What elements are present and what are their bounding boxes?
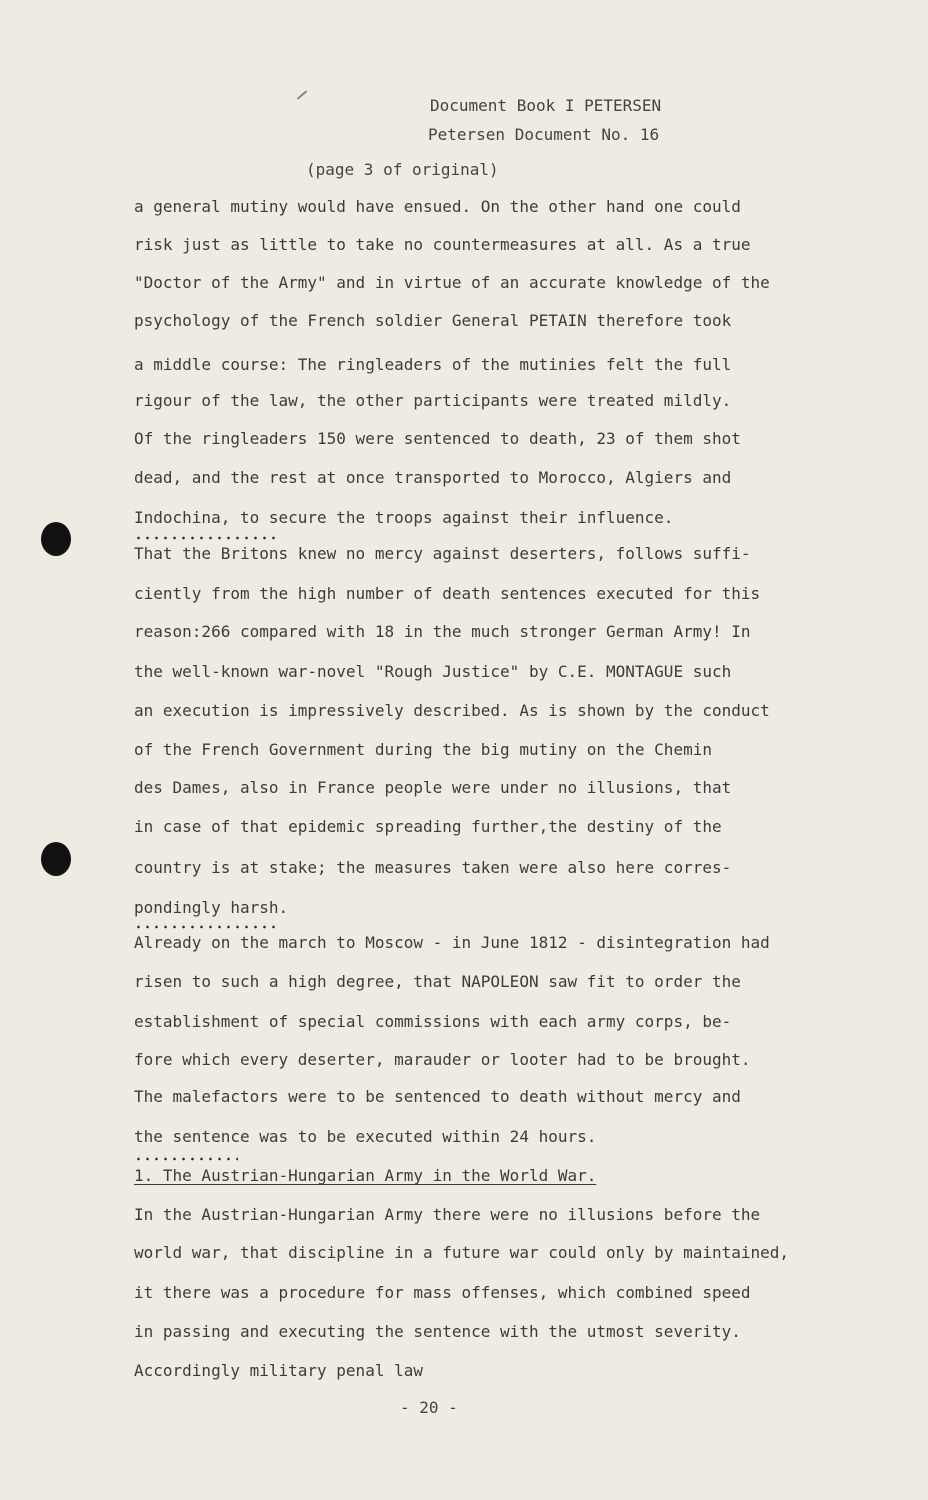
text-line: That the Britons knew no mercy against deserters, follows suffi- [134, 544, 751, 563]
text-line: risen to such a high degree, that NAPOLEON saw fit to order the [134, 972, 741, 991]
original-page-note: (page 3 of original) [306, 160, 499, 179]
text-line: of the French Government during the big mutiny on the Chemin [134, 740, 712, 759]
text-line: des Dames, also in France people were under no illusions, that [134, 778, 732, 797]
section-separator [134, 925, 280, 929]
text-line: a middle course: The ringleaders of the mutinies felt the full [134, 355, 732, 374]
text-line: a general mutiny would have ensued. On the other hand one could [134, 197, 741, 216]
text-line: reason:266 compared with 18 in the much stronger German Army! In [134, 622, 751, 641]
document-book-label: Document Book I PETERSEN [430, 96, 662, 115]
text-line: Of the ringleaders 150 were sentenced to death, 23 of them shot [134, 429, 741, 448]
text-line: "Doctor of the Army" and in virtue of an accurate knowledge of the [134, 273, 770, 292]
text-line: establishment of special commissions with each army corps, be- [134, 1012, 732, 1031]
text-line: an execution is impressively described. As is shown by the conduct [134, 701, 770, 720]
punch-hole-upper [41, 522, 71, 556]
text-line: dead, and the rest at once transported to Morocco, Algiers and [134, 468, 732, 487]
text-line: the sentence was to be executed within 24 hours. [134, 1127, 597, 1146]
text-line: in case of that epidemic spreading further,the destiny of the [134, 817, 722, 836]
page-number: - 20 - [400, 1398, 458, 1417]
text-line: psychology of the French soldier General PETAIN therefore took [134, 311, 732, 330]
text-line: fore which every deserter, marauder or looter had to be brought. [134, 1050, 751, 1069]
text-line: the well-known war-novel "Rough Justice" by C.E. MONTAGUE such [134, 662, 732, 681]
text-line: Accordingly military penal law [134, 1361, 423, 1380]
section-separator [134, 536, 280, 540]
text-line: in passing and executing the sentence with the utmost severity. [134, 1322, 741, 1341]
text-line: rigour of the law, the other participants were treated mildly. [134, 391, 732, 410]
pen-mark [297, 90, 307, 99]
document-number-label: Petersen Document No. 16 [428, 125, 660, 144]
punch-hole-lower [41, 842, 71, 876]
section-heading: 1. The Austrian-Hungarian Army in the World War. [134, 1166, 597, 1185]
text-line: Already on the march to Moscow - in June 1812 - disintegration had [134, 933, 770, 952]
text-line: ciently from the high number of death sentences executed for this [134, 584, 761, 603]
text-line: In the Austrian-Hungarian Army there were no illusions before the [134, 1205, 761, 1224]
text-line: world war, that discipline in a future war could only by maintained, [134, 1243, 790, 1262]
text-line: pondingly harsh. [134, 898, 289, 917]
text-line: Indochina, to secure the troops against their influence. [134, 508, 674, 527]
text-line: The malefactors were to be sentenced to death without mercy and [134, 1087, 741, 1106]
text-line: it there was a procedure for mass offenses, which combined speed [134, 1283, 751, 1302]
text-line: risk just as little to take no countermeasures at all. As a true [134, 235, 751, 254]
text-line: country is at stake; the measures taken were also here corres- [134, 858, 732, 877]
section-separator [134, 1157, 238, 1161]
